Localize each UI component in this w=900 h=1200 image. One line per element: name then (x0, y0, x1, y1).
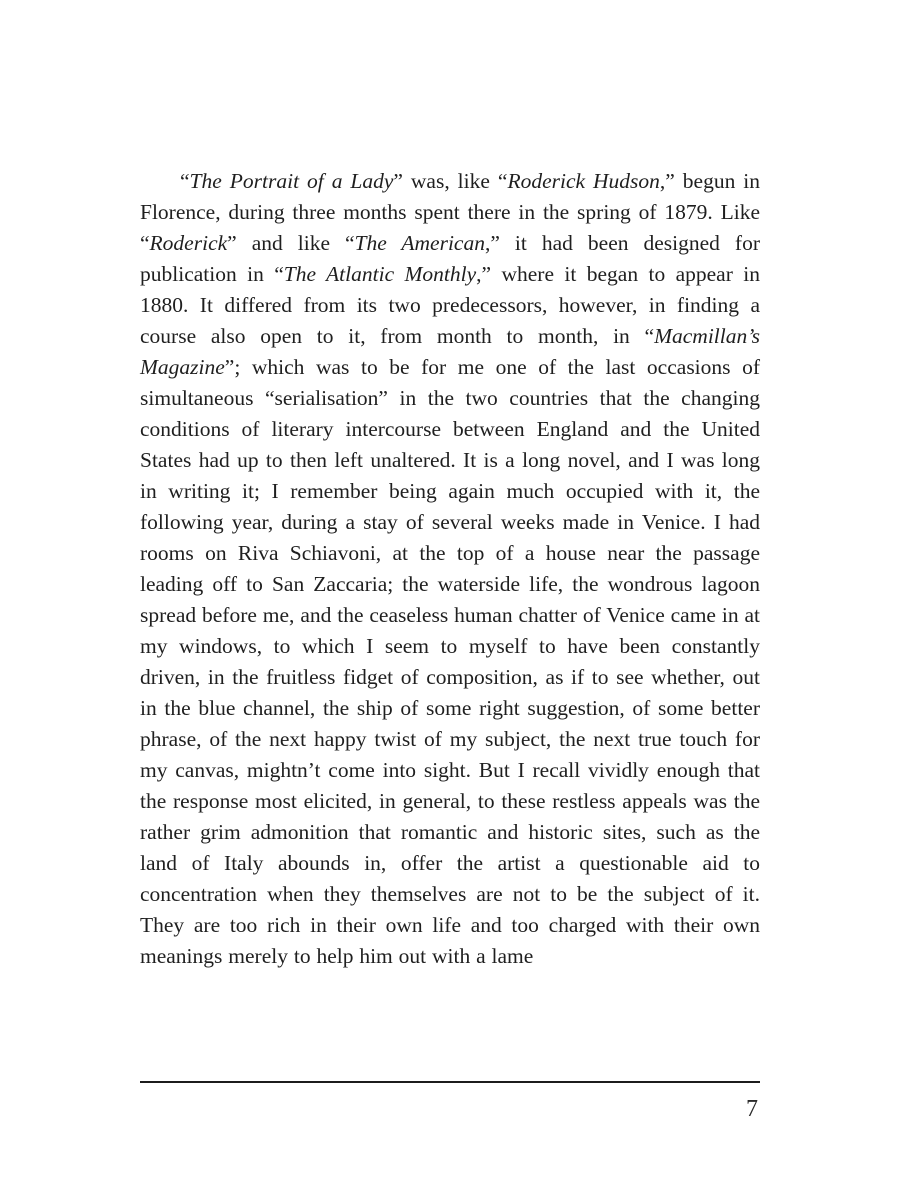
page-number: 7 (746, 1096, 758, 1122)
preface-paragraph: “The Portrait of a Lady” was, like “Roderick Hudson,” begun in Florence, during three months spent there in the spring of 1879. Like “Roderick” and like “The American,” it had been designed for publication in “The Atlantic Monthly,” where it began to appear in 1880. It differed from its two predecessors, however, in finding a course also open to it, from month to month, in “Macmillan’s Magazine”; which was to be for me one of the last occasions of simultaneous “serialisation” in the two countries that the changing conditions of literary intercourse between England and the United States had up to then left unaltered. It is a long novel, and I was long in writing it; I remember being again much occupied with it, the following year, during a stay of several weeks made in Venice. I had rooms on Riva Schiavoni, at the top of a house near the passage leading off to San Zaccaria; the waterside life, the wondrous lagoon spread before me, and the ceaseless human chatter of Venice came in at my windows, to which I seem to myself to have been constantly driven, in the fruitless fidget of composition, as if to see whether, out in the blue channel, the ship of some right suggestion, of some better phrase, of the next happy twist of my subject, the next true touch for my canvas, mightn’t come into sight. But I recall vividly enough that the response most elicited, in general, to these restless appeals was the rather grim admonition that romantic and historic sites, such as the land of Italy abounds in, offer the artist a questionable aid to concentration when they themselves are not to be the subject of it. They are too rich in their own life and too charged with their own meanings merely to help him out with a lame (140, 169, 761, 968)
footer-rule (140, 1081, 760, 1083)
